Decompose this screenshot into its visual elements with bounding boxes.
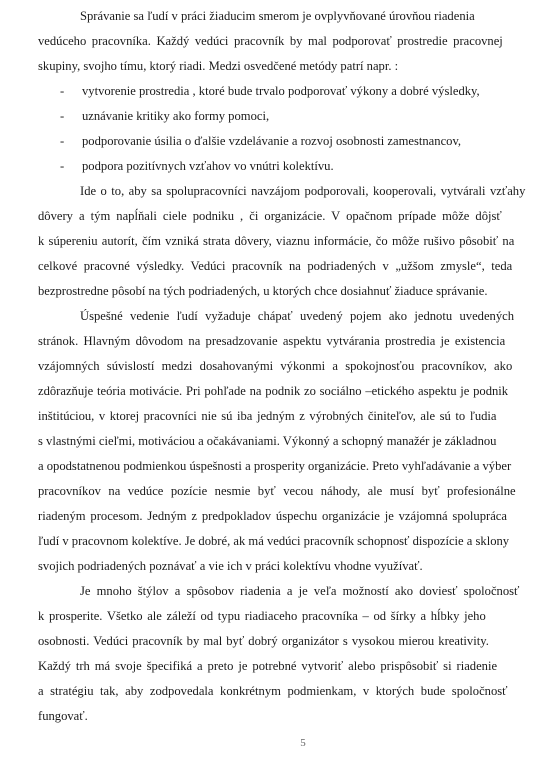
paragraph-1-line: skupiny, svojho tímu, ktorý riadi. Medzi osvedčené metódy patrí napr. : <box>38 59 399 73</box>
paragraph-3-line: svojich podriadených poznávať a vie ich v práci kolektívu vhodne využívať. <box>38 559 423 573</box>
paragraph-1-line: vedúceho pracovníka. Každý vedúci pracovník by mal podporovať prostredie pracovnej <box>38 34 503 48</box>
paragraph-3-line: stránok. Hlavným dôvodom na presadzovanie aspektu vytvárania prostredia je existencia <box>38 334 506 348</box>
bullet-marker: - <box>60 134 65 148</box>
bullet-item: vytvorenie prostredia , ktoré bude trvalo podporovať výkony a dobré výsledky, <box>82 84 480 98</box>
paragraph-2-line: bezprostredne pôsobí na tých podriadených, u ktorých chce dosiahnuť žiaduce správanie. <box>38 284 488 298</box>
paragraph-3-line: zdôrazňuje teória motivácie. Pri pohľade na podnik zo sociálno –etického aspektu je podnik <box>38 384 509 398</box>
paragraph-3-line: pracovníkov na vedúce pozície nesmie byť vecou náhody, ale musí byť profesionálne <box>38 484 516 498</box>
paragraph-3-line: Úspešné vedenie ľudí vyžaduje chápať uvedený pojem ako jednotu uvedených <box>80 309 515 323</box>
paragraph-3-line: a opodstatnenou podmienkou úspešnosti a prosperity organizácie. Preto vyhľadávanie a výber <box>38 459 512 473</box>
paragraph-4-line: Každý trh má svoje špecifiká a preto je potrebné vytvoriť alebo prispôsobiť si riadenie <box>38 659 498 673</box>
bullet-item: uznávanie kritiky ako formy pomoci, <box>82 109 270 123</box>
page-number: 5 <box>300 737 306 749</box>
bullet-marker: - <box>60 84 65 98</box>
paragraph-3-line: vzájomných súvislostí medzi dosahovanými výkonmi a spokojnosťou pracovníkov, ako <box>38 359 513 373</box>
paragraph-2-line: dôvery a tým napĺňali ciele podniku , či organizácie. V opačnom prípade môže dôjsť <box>38 209 502 223</box>
paragraph-2-line: celkové pracovné výsledky. Vedúci pracovník na podriadených v „užšom zmysle“, teda <box>38 259 513 273</box>
paragraph-4-line: a stratégiu tak, aby zodpovedala konkrétnym podmienkam, v ktorých bude spoločnosť <box>38 684 508 698</box>
paragraph-4-line: osobnosti. Vedúci pracovník by mal byť dobrý organizátor s vysokou mierou kreativity. <box>38 634 489 648</box>
paragraph-2-line: Ide o to, aby sa spolupracovníci navzájom podporovali, kooperovali, vytvárali vzťahy <box>80 184 526 198</box>
paragraph-4-line: Je mnoho štýlov a spôsobov riadenia a je veľa možností ako doviesť spoločnosť <box>80 584 520 598</box>
paragraph-4-line: k prosperite. Všetko ale záleží od typu riadiaceho pracovníka – od šírky a hĺbky jeho <box>38 609 486 623</box>
paragraph-3-line: riadeným procesom. Jedným z predpokladov úspechu organizácie je vzájomná spolupráca <box>38 509 507 523</box>
paragraph-3-line: inštitúciou, v ktorej pracovníci nie sú iba jedným z výrobných činiteľov, ale sú to ľudia <box>38 409 497 423</box>
bullet-item: podporovanie úsilia o ďalšie vzdelávanie a rozvoj osobnosti zamestnancov, <box>82 134 462 148</box>
bullet-item: podpora pozitívnych vzťahov vo vnútri kolektívu. <box>82 159 334 173</box>
paragraph-1-line: Správanie sa ľudí v práci žiaducim smerom je ovplyvňované úrovňou riadenia <box>80 9 475 23</box>
bullet-marker: - <box>60 159 65 173</box>
paragraph-3-line: ľudí v pracovnom kolektíve. Je dobré, ak má vedúci pracovník schopnosť dispozície a sklony <box>38 534 510 548</box>
bullet-marker: - <box>60 109 65 123</box>
paragraph-4-line: fungovať. <box>38 709 88 723</box>
paragraph-2-line: k súpereniu autorít, čím vzniká strata dôvery, viaznu informácie, čo môže rušivo pôsobiť na <box>38 234 515 248</box>
paragraph-3-line: s vlastnými cieľmi, motiváciou a očakávaniami. Výkonný a schopný manažér je základnou <box>38 434 497 448</box>
